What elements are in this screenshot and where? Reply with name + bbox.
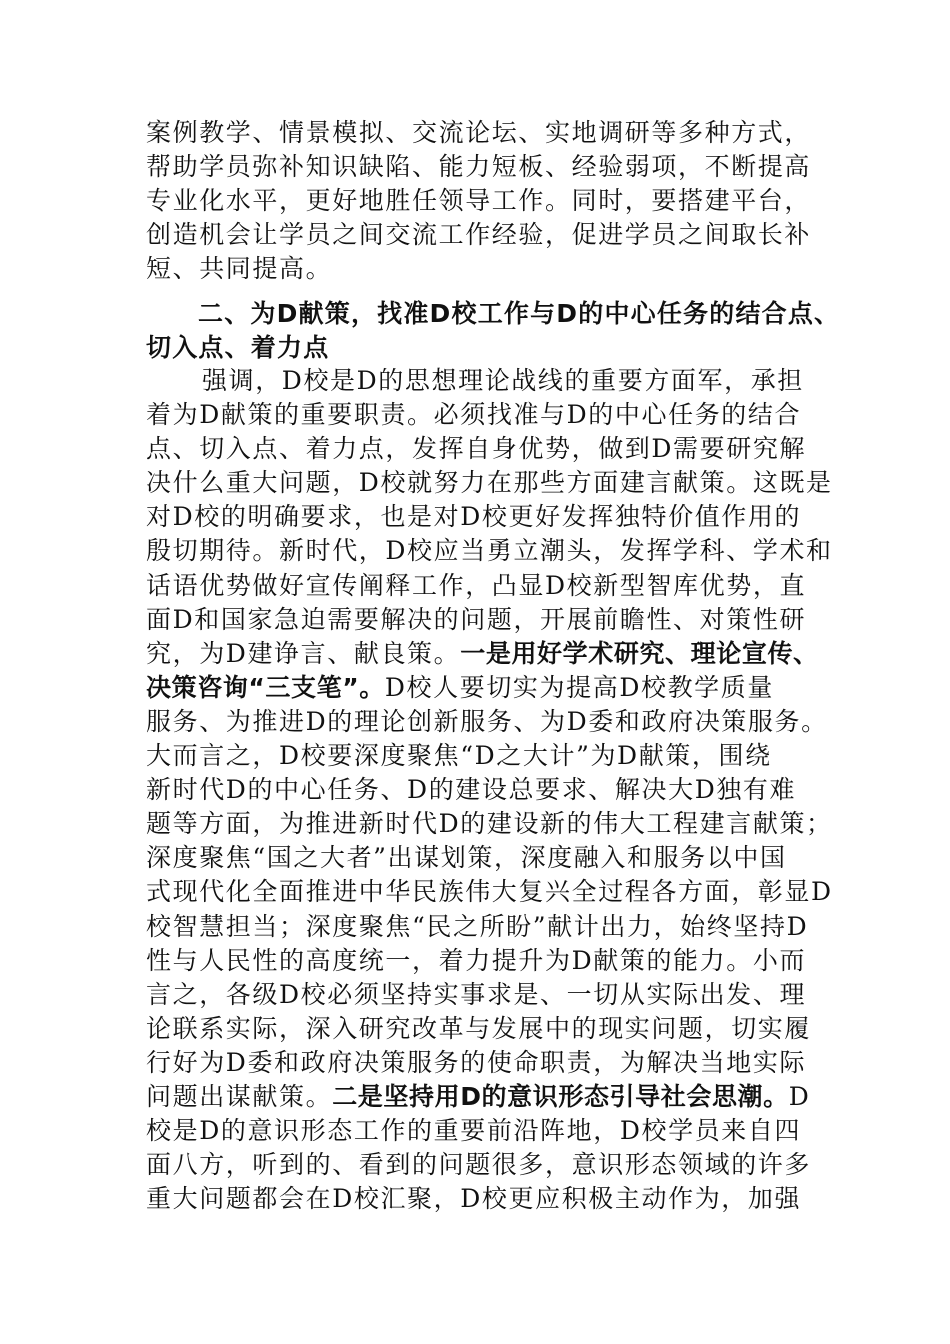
text-line: 题等方面，为推进新时代D的建设新的伟大工程建言献策； [146, 809, 833, 839]
text-line: 性与人民性的高度统一，着力提升为D献策的能力。小而 [146, 945, 807, 975]
text-line: 式现代化全面推进中华民族伟大复兴全过程各方面，彰显D [146, 877, 833, 907]
text-line: 对D校的明确要求，也是对D校更好发挥独特价值作用的 [146, 502, 802, 532]
text-run: D校人要切实为提高D校教学质量 [384, 672, 774, 702]
text-line: 殷切期待。新时代，D校应当勇立潮头，发挥学科、学术和 [146, 536, 833, 566]
text-line: 新时代D的中心任务、D的建设总要求、解决大D独有难 [146, 775, 797, 805]
text-line: 专业化水平，更好地胜任领导工作。同时，要搭建平台， [146, 186, 812, 216]
text-line: 决什么重大问题，D校就努力在那些方面建言献策。这既是 [146, 468, 833, 498]
text-line-mixed [146, 1080, 814, 1114]
heading-line: 切入点、着力点 [146, 333, 330, 363]
body-paragraph [146, 364, 833, 1216]
text-line: 创造机会让学员之间交流工作经验，促进学员之间取长补 [146, 220, 812, 250]
top-paragraph [146, 116, 814, 286]
text-line: 重大问题都会在D校汇聚，D校更应积极主动作为，加强 [146, 1184, 802, 1214]
text-line: 着为D献策的重要职责。必须找准与D的中心任务的结合 [146, 400, 802, 430]
text-line: 大而言之，D校要深度聚焦“D之大计”为D献策，围绕 [146, 741, 772, 771]
text-line: 行好为D委和政府决策服务的使命职责，为解决当地实际 [146, 1047, 807, 1077]
text-run: 问题出谋献策。 [146, 1081, 333, 1111]
text-line: 校智慧担当；深度聚焦“民之所盼”献计出力，始终坚持D [146, 911, 809, 941]
bold-point-1: 一是用好学术研究、理论宣传、 [460, 638, 819, 668]
text-line-mixed [146, 637, 819, 671]
text-line: 服务、为推进D的理论创新服务、为D委和政府决策服务。 [146, 706, 828, 736]
text-line: 强调，D校是D的思想理论战线的重要方面军，承担 [202, 366, 804, 395]
bold-point-2: 二是坚持用D的意识形态引导社会思潮。 [332, 1081, 789, 1111]
text-line: 言之，各级D校必须坚持实事求是、一切从实际出发、理 [146, 979, 807, 1009]
text-line: 点、切入点、着力点，发挥自身优势，做到D需要研究解 [146, 434, 807, 464]
text-line-mixed [146, 671, 814, 705]
text-line: 面八方，听到的、看到的问题很多，意识形态领域的许多 [146, 1150, 812, 1180]
bold-point-1-cont: 决策咨询“三支笔”。 [146, 672, 385, 702]
text-line: 帮助学员弥补知识缺陷、能力短板、经验弱项，不断提高 [146, 152, 812, 182]
text-line: 短、共同提高。 [146, 254, 333, 284]
text-run: 究，为D建诤言、献良策。 [146, 638, 461, 668]
text-line: 论联系实际，深入研究改革与发展中的现实问题，切实履 [146, 1013, 812, 1043]
text-line: 话语优势做好宣传阐释工作，凸显D校新型智库优势，直 [146, 570, 807, 600]
section-heading [146, 297, 841, 365]
text-run: D [788, 1081, 811, 1111]
text-line: 校是D的意识形态工作的重要前沿阵地，D校学员来自四 [146, 1116, 802, 1146]
text-line: 案例教学、情景模拟、交流论坛、实地调研等多种方式， [146, 118, 812, 147]
text-line: 深度聚焦“国之大者”出谋划策，深度融入和服务以中国 [146, 843, 787, 873]
text-line: 面D和国家急迫需要解决的问题，开展前瞻性、对策性研 [146, 604, 807, 634]
heading-line: 二、为D献策，找准D校工作与D的中心任务的结合点、 [198, 299, 841, 328]
